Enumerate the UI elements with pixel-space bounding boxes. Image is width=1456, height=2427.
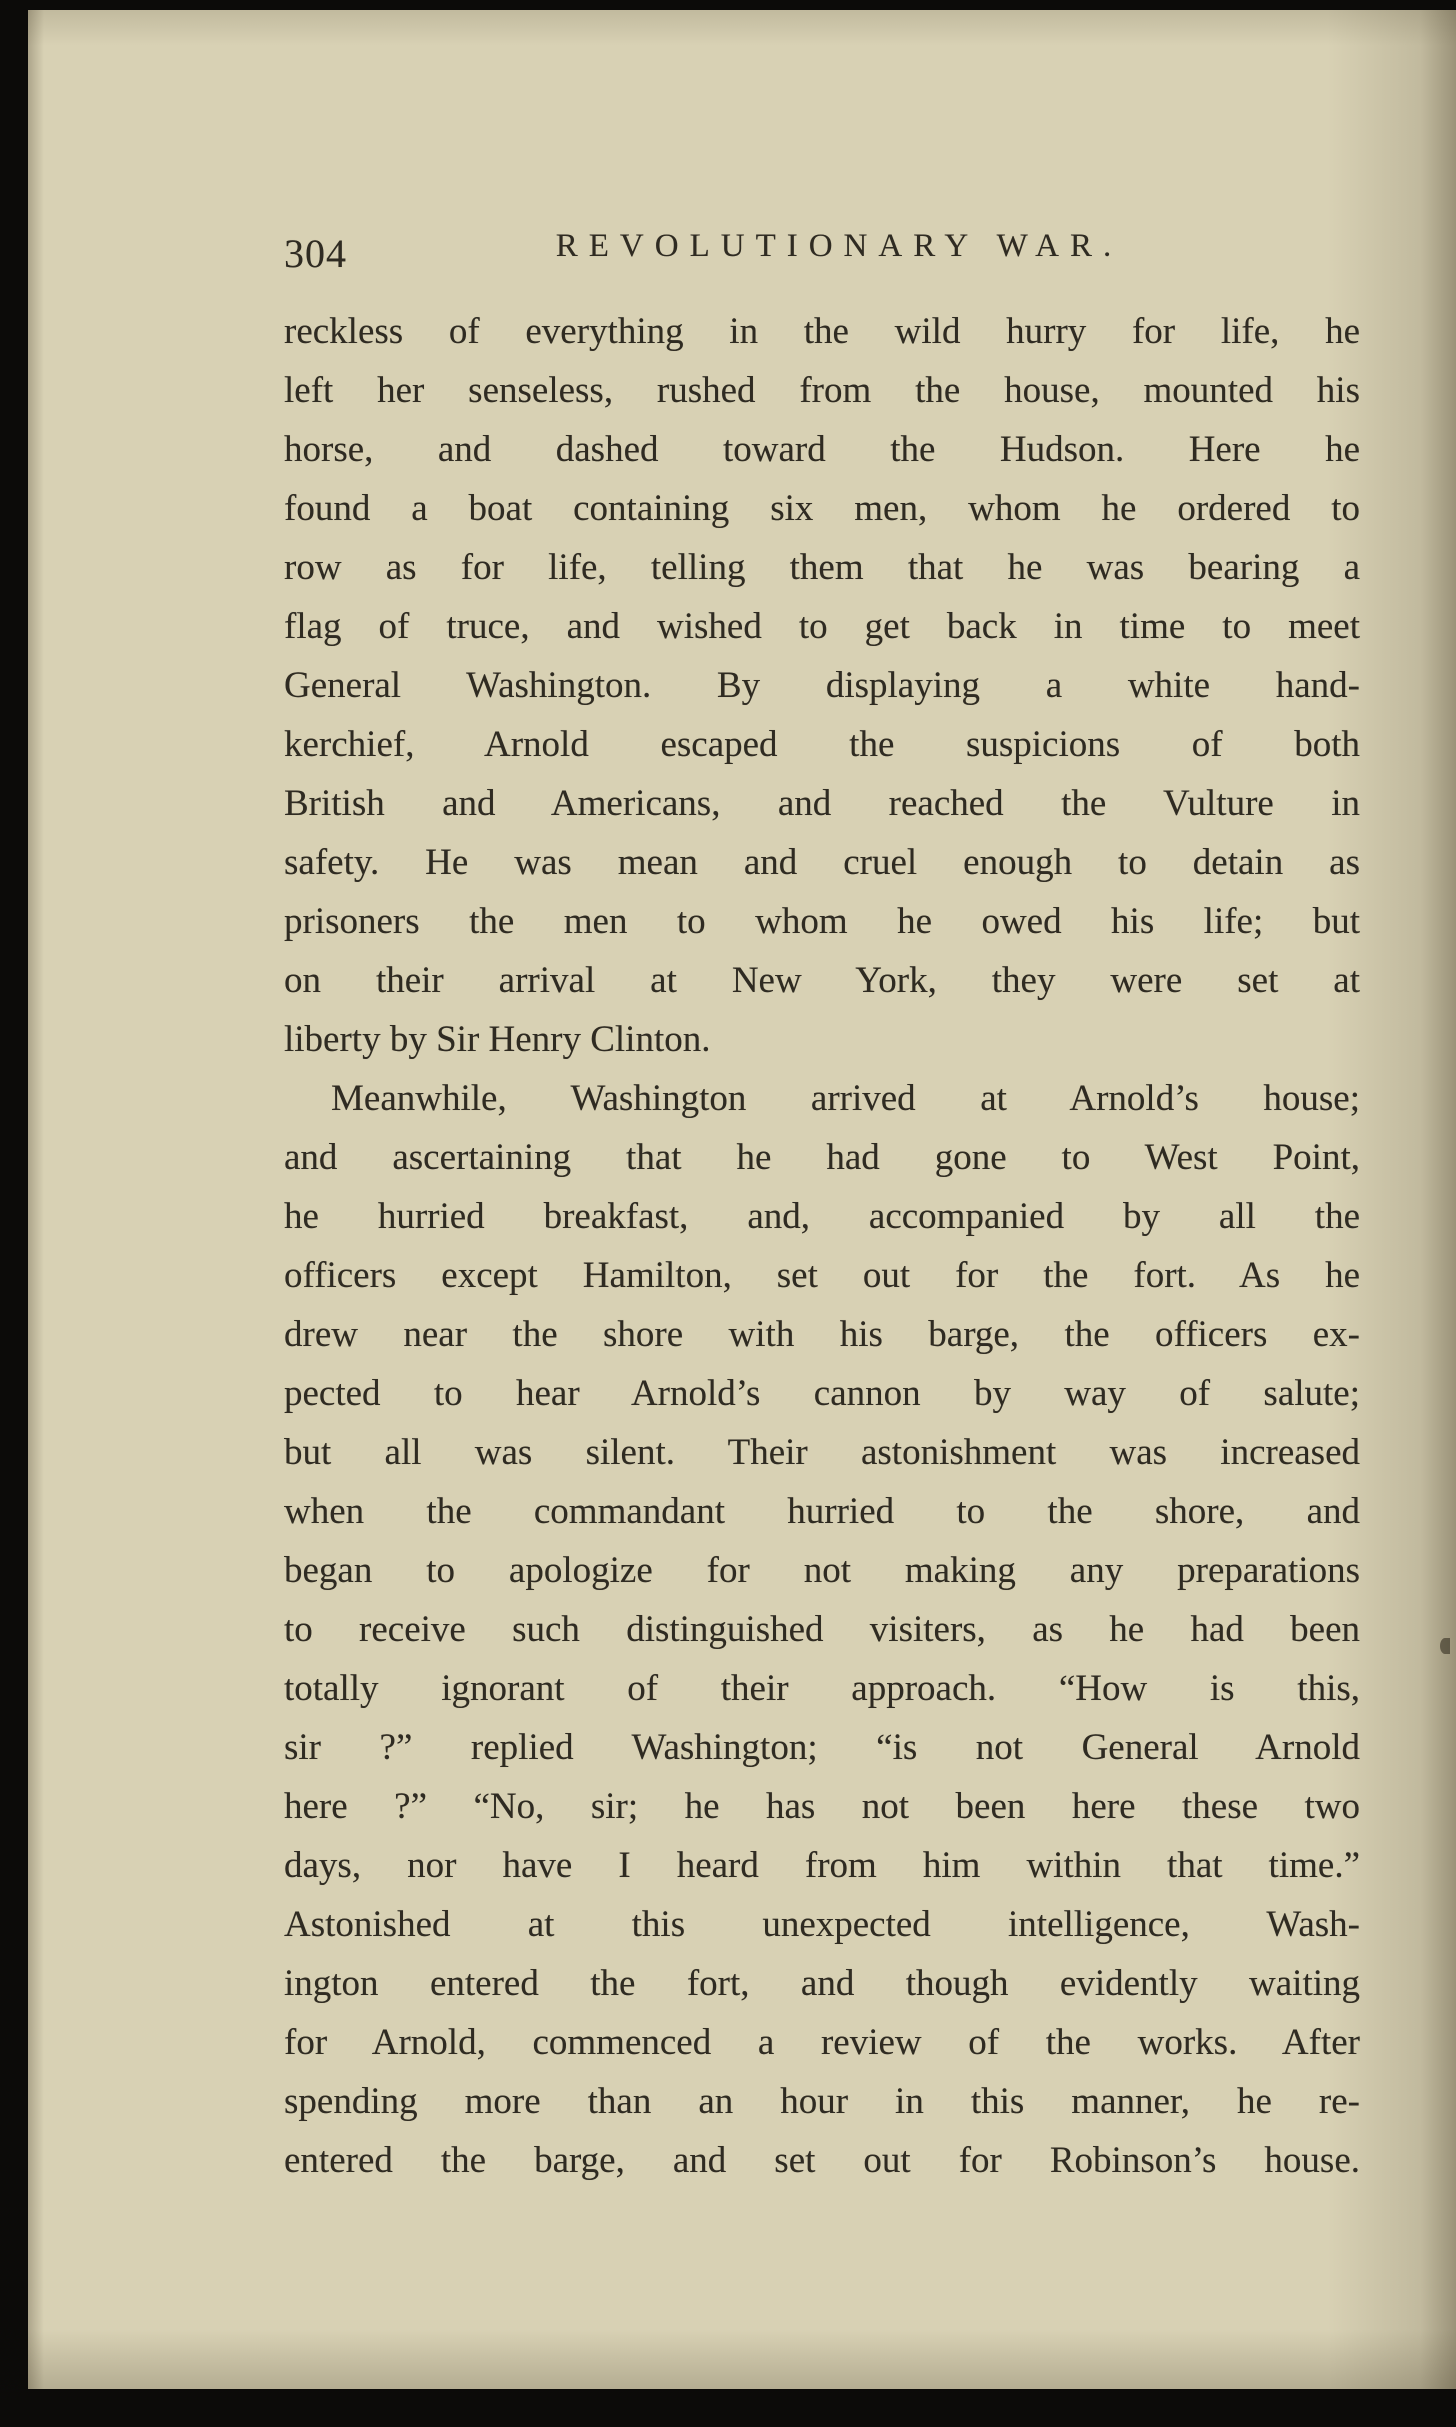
- text-line: row as for life, telling them that he was bearing a: [284, 547, 1360, 588]
- text-line: prisoners the men to whom he owed his life; but: [284, 901, 1360, 942]
- page-number: 304: [284, 231, 347, 276]
- text-line: horse, and dashed toward the Hudson. Here he: [284, 429, 1360, 470]
- text-line: and ascertaining that he had gone to West Point,: [284, 1137, 1360, 1178]
- text-line: kerchief, Arnold escaped the suspicions of both: [284, 724, 1360, 765]
- text-line: for Arnold, commenced a review of the works. After: [284, 2022, 1360, 2063]
- page-content: [284, 228, 1360, 2190]
- text-line: pected to hear Arnold’s cannon by way of salute;: [284, 1373, 1360, 1414]
- text-line: Astonished at this unexpected intelligence, Wash-: [284, 1904, 1360, 1945]
- text-line: on their arrival at New York, they were set at: [284, 960, 1360, 1001]
- text-line: safety. He was mean and cruel enough to detain as: [284, 842, 1360, 883]
- text-line: left her senseless, rushed from the house, mounted his: [284, 370, 1360, 411]
- text-line: liberty by Sir Henry Clinton.: [284, 1019, 711, 1060]
- text-line: sir ?” replied Washington; “is not General Arnold: [284, 1727, 1360, 1768]
- paragraph: [284, 302, 1360, 1069]
- text-line: found a boat containing six men, whom he ordered to: [284, 488, 1360, 529]
- running-title: REVOLUTIONARY WAR.: [555, 228, 1123, 264]
- text-line: to receive such distinguished visiters, as he had been: [284, 1609, 1360, 1650]
- text-line: reckless of everything in the wild hurry for life, he: [284, 311, 1360, 352]
- text-line: General Washington. By displaying a white hand-: [284, 665, 1360, 706]
- text-line: when the commandant hurried to the shore, and: [284, 1491, 1360, 1532]
- scan-mark: [1440, 1638, 1450, 1654]
- text-line: here ?” “No, sir; he has not been here these two: [284, 1786, 1360, 1827]
- text-line: but all was silent. Their astonishment was increased: [284, 1432, 1360, 1473]
- text-line: drew near the shore with his barge, the officers ex-: [284, 1314, 1360, 1355]
- text-line: totally ignorant of their approach. “How is this,: [284, 1668, 1360, 1709]
- text-line: spending more than an hour in this manner, he re-: [284, 2081, 1360, 2122]
- text-line: days, nor have I heard from him within that time.”: [284, 1845, 1360, 1886]
- text-line: flag of truce, and wished to get back in time to meet: [284, 606, 1360, 647]
- text-column: [284, 302, 1360, 2190]
- text-line: Meanwhile, Washington arrived at Arnold’s house;: [331, 1078, 1360, 1119]
- text-line: began to apologize for not making any preparations: [284, 1550, 1360, 1591]
- page-header: [284, 228, 1360, 274]
- paragraph: [284, 1069, 1360, 2190]
- text-line: he hurried breakfast, and, accompanied by all the: [284, 1196, 1360, 1237]
- text-line: entered the barge, and set out for Robinson’s house.: [284, 2140, 1360, 2181]
- text-line: ington entered the fort, and though evidently waiting: [284, 1963, 1360, 2004]
- text-line: officers except Hamilton, set out for the fort. As he: [284, 1255, 1360, 1296]
- text-line: British and Americans, and reached the Vulture in: [284, 783, 1360, 824]
